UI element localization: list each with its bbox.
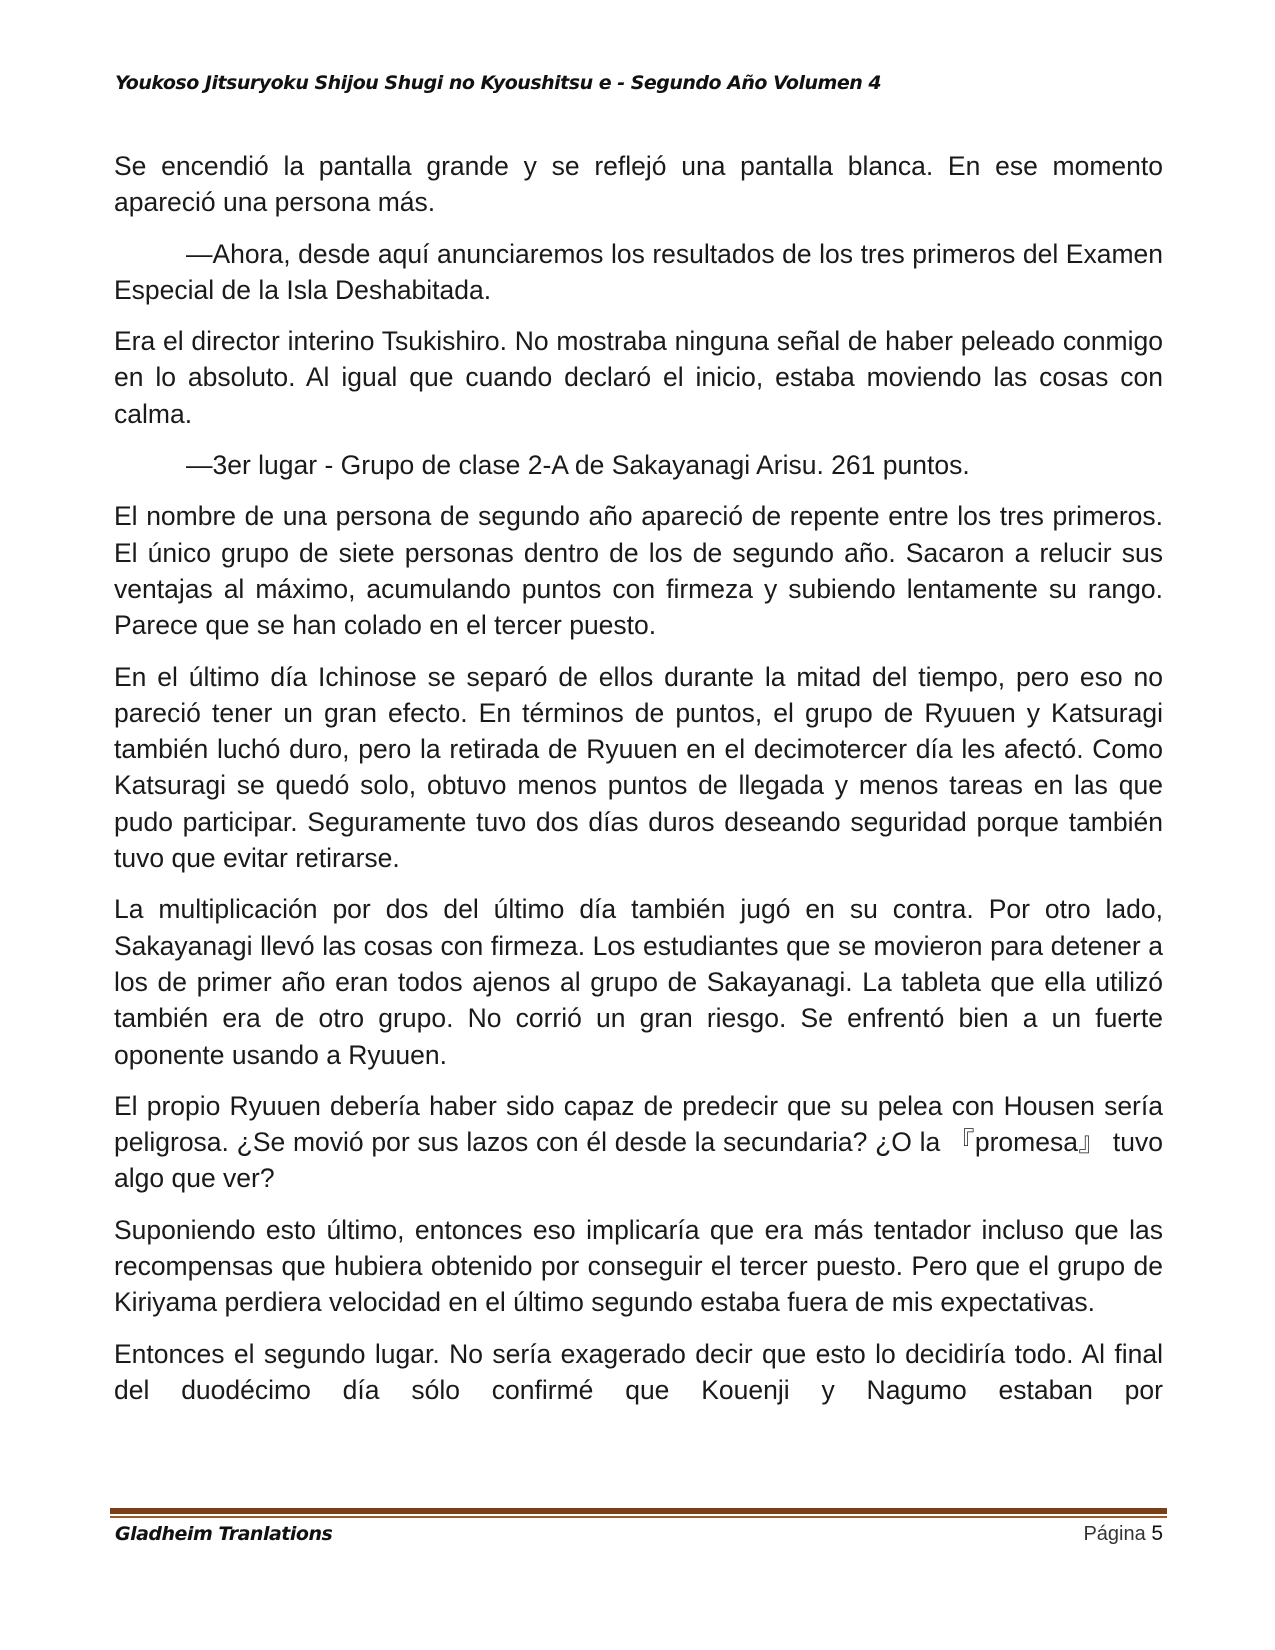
paragraph: La multiplicación por dos del último día también jugó en su contra. Por otro lado, Sakayanagi llevó las cosas con firmeza. Los estudiantes que se movieron para detener a los de primer año eran todos ajenos al grupo de Sakayanagi. La tableta que ella utilizó también era de otro grupo. No corrió un gran riesgo. Se enfrentó bien a un fuerte oponente usando a Ryuuen. bbox=[114, 894, 1163, 1070]
footer-credit: Gladheim Tranlations bbox=[115, 1523, 333, 1545]
footer-rule bbox=[110, 1508, 1167, 1514]
paragraph: Se encendió la pantalla grande y se reflejó una pantalla blanca. En ese momento apareció una persona más. bbox=[114, 151, 1163, 218]
dialogue-paragraph: —3er lugar - Grupo de clase 2-A de Sakayanagi Arisu. 261 puntos. bbox=[186, 450, 970, 481]
paragraph: Suponiendo esto último, entonces eso implicaría que era más tentador incluso que las recompensas que hubiera obtenido por conseguir el tercer puesto. Pero que el grupo de Kiriyama perdiera velocidad en el último segundo estaba fuera de mis expectativas. bbox=[114, 1214, 1163, 1318]
dialogue-paragraph: —Ahora, desde aquí anunciaremos los resultados de los tres primeros del Examen Especial de la Isla Deshabitada. bbox=[114, 238, 1163, 305]
page-number bbox=[1083, 1522, 1163, 1546]
paragraph: En el último día Ichinose se separó de ellos durante la mitad del tiempo, pero eso no pareció tener un gran efecto. En términos de puntos, el grupo de Ryuuen y Katsuragi también luchó duro, pero la retirada de Ryuuen en el decimotercer día les afectó. Como Katsuragi se quedó solo, obtuvo menos puntos de llegada y menos tareas en las que pudo participar. Seguramente tuvo dos días duros deseando seguridad porque también tuvo que evitar retirarse. bbox=[114, 661, 1163, 874]
footer-rule-thin bbox=[110, 1516, 1167, 1518]
paragraph: Entonces el segundo lugar. No sería exagerado decir que esto lo decidiría todo. Al final del duodécimo día sólo confirmé que Kouenji y Nagumo estaban por bbox=[114, 1338, 1163, 1405]
running-header: Youkoso Jitsuryoku Shijou Shugi no Kyoushitsu e - Segundo Año Volumen 4 bbox=[115, 72, 882, 94]
page-number-value: 5 bbox=[1151, 1522, 1163, 1545]
paragraph: El propio Ryuuen debería haber sido capaz de predecir que su pelea con Housen sería peligrosa. ¿Se movió por sus lazos con él desde la secundaria? ¿O la 『promesa』 tuvo algo que ver? bbox=[114, 1090, 1163, 1194]
page-body bbox=[114, 148, 1163, 1423]
paragraph: El nombre de una persona de segundo año apareció de repente entre los tres primeros. El único grupo de siete personas dentro de los de segundo año. Sacaron a relucir sus ventajas al máximo, acumulando puntos con firmeza y subiendo lentamente su rango. Parece que se han colado en el tercer puesto. bbox=[114, 501, 1163, 641]
paragraph: Era el director interino Tsukishiro. No mostraba ninguna señal de haber peleado conmigo en lo absoluto. Al igual que cuando declaró el inicio, estaba moviendo las cosas con calma. bbox=[114, 326, 1163, 429]
page-label: Página bbox=[1083, 1523, 1146, 1545]
